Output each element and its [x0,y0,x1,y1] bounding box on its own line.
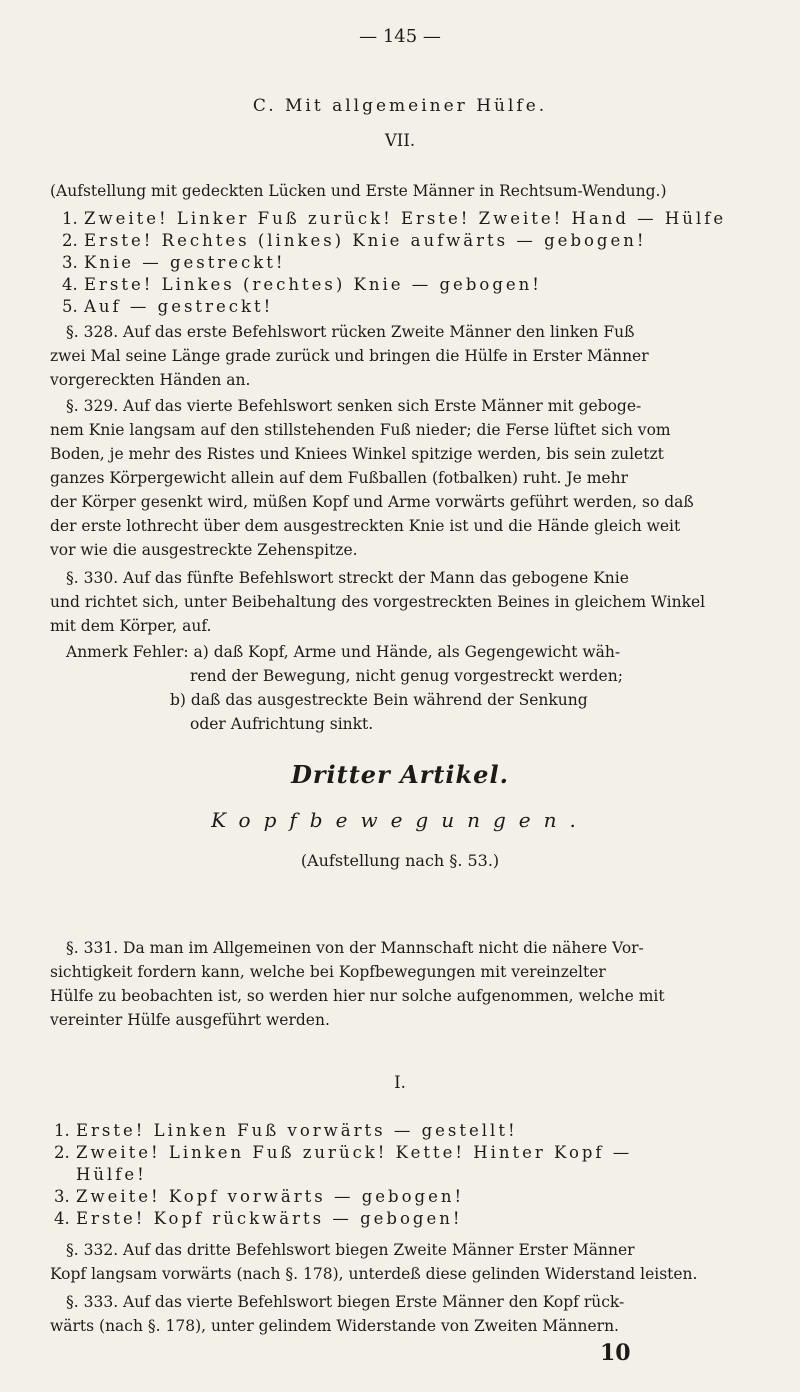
command-item: Hülfe! [76,1165,147,1184]
section-i-heading: I. [394,1073,406,1092]
command-item: 4. Erste! Linkes (rechtes) Knie — gebogen! [62,275,542,294]
paragraph-333: §. 333. Auf das vierte Befehlswort biegen Erste Männer den Kopf rück- wärts (nach §. 178), unter gelindem Widerstande von Zweiten Männern. [50,1293,625,1335]
command-list-i [54,1120,632,1230]
signature-mark: 10 [600,1340,631,1366]
command-item: 3. Knie — gestreckt! [62,253,286,272]
command-item: 3. Zweite! Kopf vorwärts — gebogen! [54,1187,465,1206]
setup-vii: (Aufstellung mit gedeckten Lücken und Erste Männer in Rechtsum-Wendung.) [50,182,667,200]
annotation-note: Anmerk Fehler: a) daß Kopf, Arme und Hände, als Gegengewicht wäh- rend der Bewegung, nicht genug vorgestreckt werden; b) daß das ausgestreckte Bein während der Senkung oder Aufrichtung sinkt. [66,643,623,733]
command-list-vii [62,208,726,318]
command-item: 1. Erste! Linken Fuß vorwärts — gestellt! [54,1121,518,1140]
paragraph-331: §. 331. Da man im Allgemeinen von der Mannschaft nicht die nähere Vor- sichtigkeit fordern kann, welche bei Kopfbewegungen mit vereinzelter Hülfe zu beobachten ist, so werden hier nur solche aufgenommen, welche mit vereinter Hülfe ausgeführt werden. [50,939,665,1029]
command-item: 2. Erste! Rechtes (linkes) Knie aufwärts — gebogen! [62,231,647,250]
setup-kopf: (Aufstellung nach §. 53.) [300,851,500,870]
command-item: 2. Zweite! Linken Fuß zurück! Kette! Hinter Kopf — [54,1143,633,1162]
section-title-kopfbewegungen: Kopfbewegungen. [211,808,589,832]
page-number: — 145 — [359,26,441,47]
section-vii-heading: VII. [384,131,416,150]
section-c-title: C. Mit allgemeiner Hülfe. [252,96,548,116]
paragraph-330: §. 330. Auf das fünfte Befehlswort streckt der Mann das gebogene Knie und richtet sich, unter Beibehaltung des vorgestreckten Beines in gleichem Winkel mit dem Körper, auf. [50,569,706,635]
command-item: 5. Auf — gestreckt! [62,297,274,316]
paragraph-329: §. 329. Auf das vierte Befehlswort senken sich Erste Männer mit geboge- nem Knie langsam auf den stillstehenden Fuß nieder; die Ferse lüftet sich vom Boden, je mehr des Ristes und Kniees Winkel spitzige werden, bis sein zuletzt ganzes Körpergewicht allein auf dem Fußballen (fotbalken) ruht. Je mehr der Körper gesenkt wird, müßen Kopf und Arme vorwärts geführt werden, so daß der erste lothrecht über dem ausgestreckten Knie ist und die Hände gleich weit vor wie die ausgestreckte Zehenspitze. [50,397,694,559]
article-heading: Dritter Artikel. [291,760,509,789]
command-item: 4. Erste! Kopf rückwärts — gebogen! [54,1209,463,1228]
paragraph-332: §. 332. Auf das dritte Befehlswort biegen Zweite Männer Erster Männer Kopf langsam vorwärts (nach §. 178), unterdeß diese gelinden Widerstand leisten. [50,1241,698,1283]
command-item: 1. Zweite! Linker Fuß zurück! Erste! Zweite! Hand — Hülfe [62,209,727,228]
paragraph-328: §. 328. Auf das erste Befehlswort rücken Zweite Männer den linken Fuß zwei Mal seine Länge grade zurück und bringen die Hülfe in Erster Männer vorgereckten Händen an. [50,323,649,389]
